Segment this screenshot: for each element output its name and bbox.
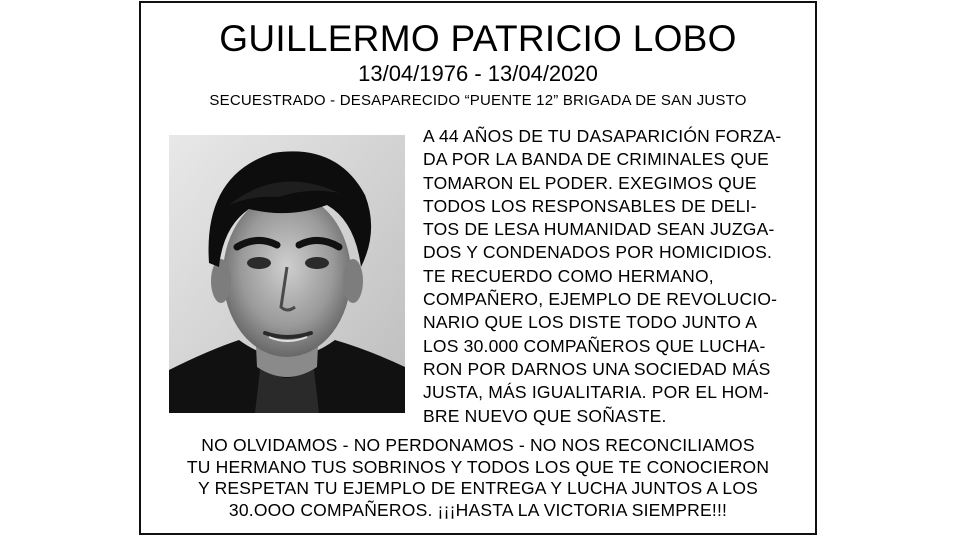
closing-line: 30.OOO COMPAÑEROS. ¡¡¡HASTA LA VICTORIA SIEMPRE!!! xyxy=(228,499,728,520)
closing-line: Y RESPETAN TU EJEMPLO DE ENTREGA Y LUCHA JUNTOS A LOS xyxy=(197,478,759,498)
message-line: DA POR LA BANDA DE CRIMINALES QUE xyxy=(423,149,770,170)
memorial-notice xyxy=(139,1,817,535)
message-line: TE RECUERDO COMO HERMANO, xyxy=(423,265,714,286)
closing-statement xyxy=(141,435,815,521)
portrait-photo xyxy=(169,135,405,413)
portrait-icon xyxy=(169,135,405,413)
closing-line: TU HERMANO TUS SOBRINOS Y TODOS LOS QUE TE CONOCIERON xyxy=(186,456,770,477)
message-line: LOS 30.000 COMPAÑEROS QUE LUCHA- xyxy=(423,335,766,356)
message-line: BRE NUEVO QUE SOÑASTE. xyxy=(423,405,667,426)
message-line: TODOS LOS RESPONSABLES DE DELI- xyxy=(423,195,757,216)
message-line: TOMARON EL PODER. EXEGIMOS QUE xyxy=(423,172,757,193)
closing-line: NO OLVIDAMOS - NO PERDONAMOS - NO NOS RECONCILIAMOS xyxy=(201,435,755,455)
tribute-message xyxy=(423,125,803,428)
message-line: RON POR DARNOS UNA SOCIEDAD MÁS xyxy=(423,358,771,379)
message-line: A 44 AÑOS DE TU DASAPARICIÓN FORZA- xyxy=(423,126,782,146)
message-line: TOS DE LESA HUMANIDAD SEAN JUZGA- xyxy=(423,219,775,240)
message-line: NARIO QUE LOS DISTE TODO JUNTO A xyxy=(423,312,758,333)
message-line: DOS Y CONDENADOS POR HOMICIDIOS. xyxy=(423,242,772,263)
message-line: JUSTA, MÁS IGUALITARIA. POR EL HOM- xyxy=(423,382,770,403)
page-title: GUILLERMO PATRICIO LOBO xyxy=(219,18,737,59)
message-line: COMPAÑERO, EJEMPLO DE REVOLUCIO- xyxy=(423,289,778,310)
life-dates: 13/04/1976 - 13/04/2020 xyxy=(358,61,598,86)
subtitle: SECUESTRADO - DESAPARECIDO “PUENTE 12” BRIGADA DE SAN JUSTO xyxy=(209,92,747,109)
